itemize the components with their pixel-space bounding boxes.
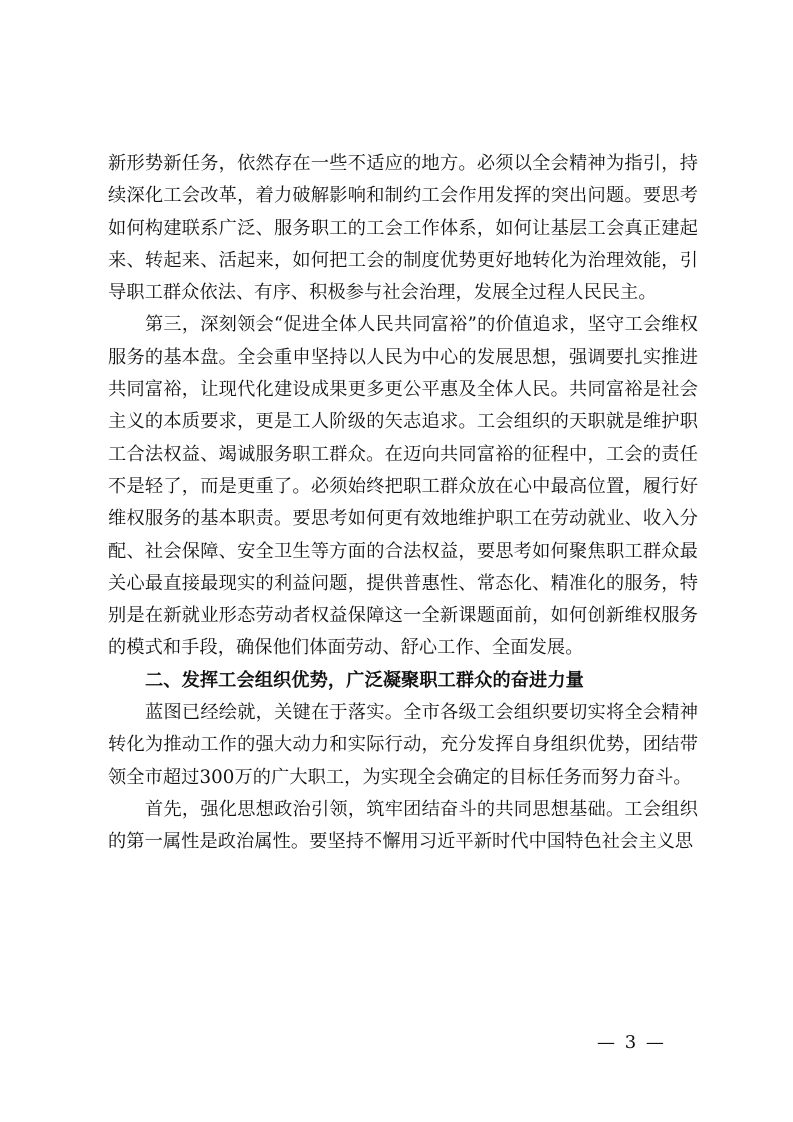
page-number: — 3 — [597, 1032, 666, 1053]
section-heading-two: 二、发挥工会组织优势，广泛凝聚职工群众的奋进力量 [145, 669, 584, 691]
paragraph-continuation: 新形势新任务，依然存在一些不适应的地方。必须以全会精神为指引，持续深化工会改革，着力破解影响和制约工会作用发挥的突出问题。要思考如何构建联系广泛、服务职工的工会工作体系，如何让基层工会真正建起来、转起来、活起来，如何把工会的制度优势更好地转化为治理效能，引导职工群众依法、有序、积极参与社会治理，发展全过程人民民主。 [108, 153, 698, 304]
paragraph-first-point: 首先，强化思想政治引领，筑牢团结奋斗的共同思想基础。工会组织的第一属性是政治属性。要坚持不懈用习近平新时代中国特色社会主义思 [108, 798, 698, 853]
paragraph-implementation: 蓝图已经绘就，关键在于落实。全市各级工会组织要切实将全会精神转化为推动工作的强大动力和实际行动，充分发挥自身组织优势，团结带领全市超过300万的广大职工，为实现全会确定的目标任务而努力奋斗。 [108, 702, 698, 788]
document-body [108, 148, 698, 859]
paragraph-third-point: 第三，深刻领会“促进全体人民共同富裕”的价值追求，坚守工会维权服务的基本盘。全会重申坚持以人民为中心的发展思想，强调要扎实推进共同富裕，让现代化建设成果更多更公平惠及全体人民。共同富裕是社会主义的本质要求，更是工人阶级的矢志追求。工会组织的天职就是维护职工合法权益、竭诚服务职工群众。在迈向共同富裕的征程中，工会的责任不是轻了，而是更重了。必须始终把职工群众放在心中最高位置，履行好维权服务的基本职责。要思考如何更有效地维护职工在劳动就业、收入分配、社会保障、安全卫生等方面的合法权益，要思考如何聚焦职工群众最关心最直接最现实的利益问题，提供普惠性、常态化、精准化的服务，特别是在新就业形态劳动者权益保障这一全新课题面前，如何创新维权服务的模式和手段，确保他们体面劳动、舒心工作、全面发展。 [108, 314, 698, 659]
